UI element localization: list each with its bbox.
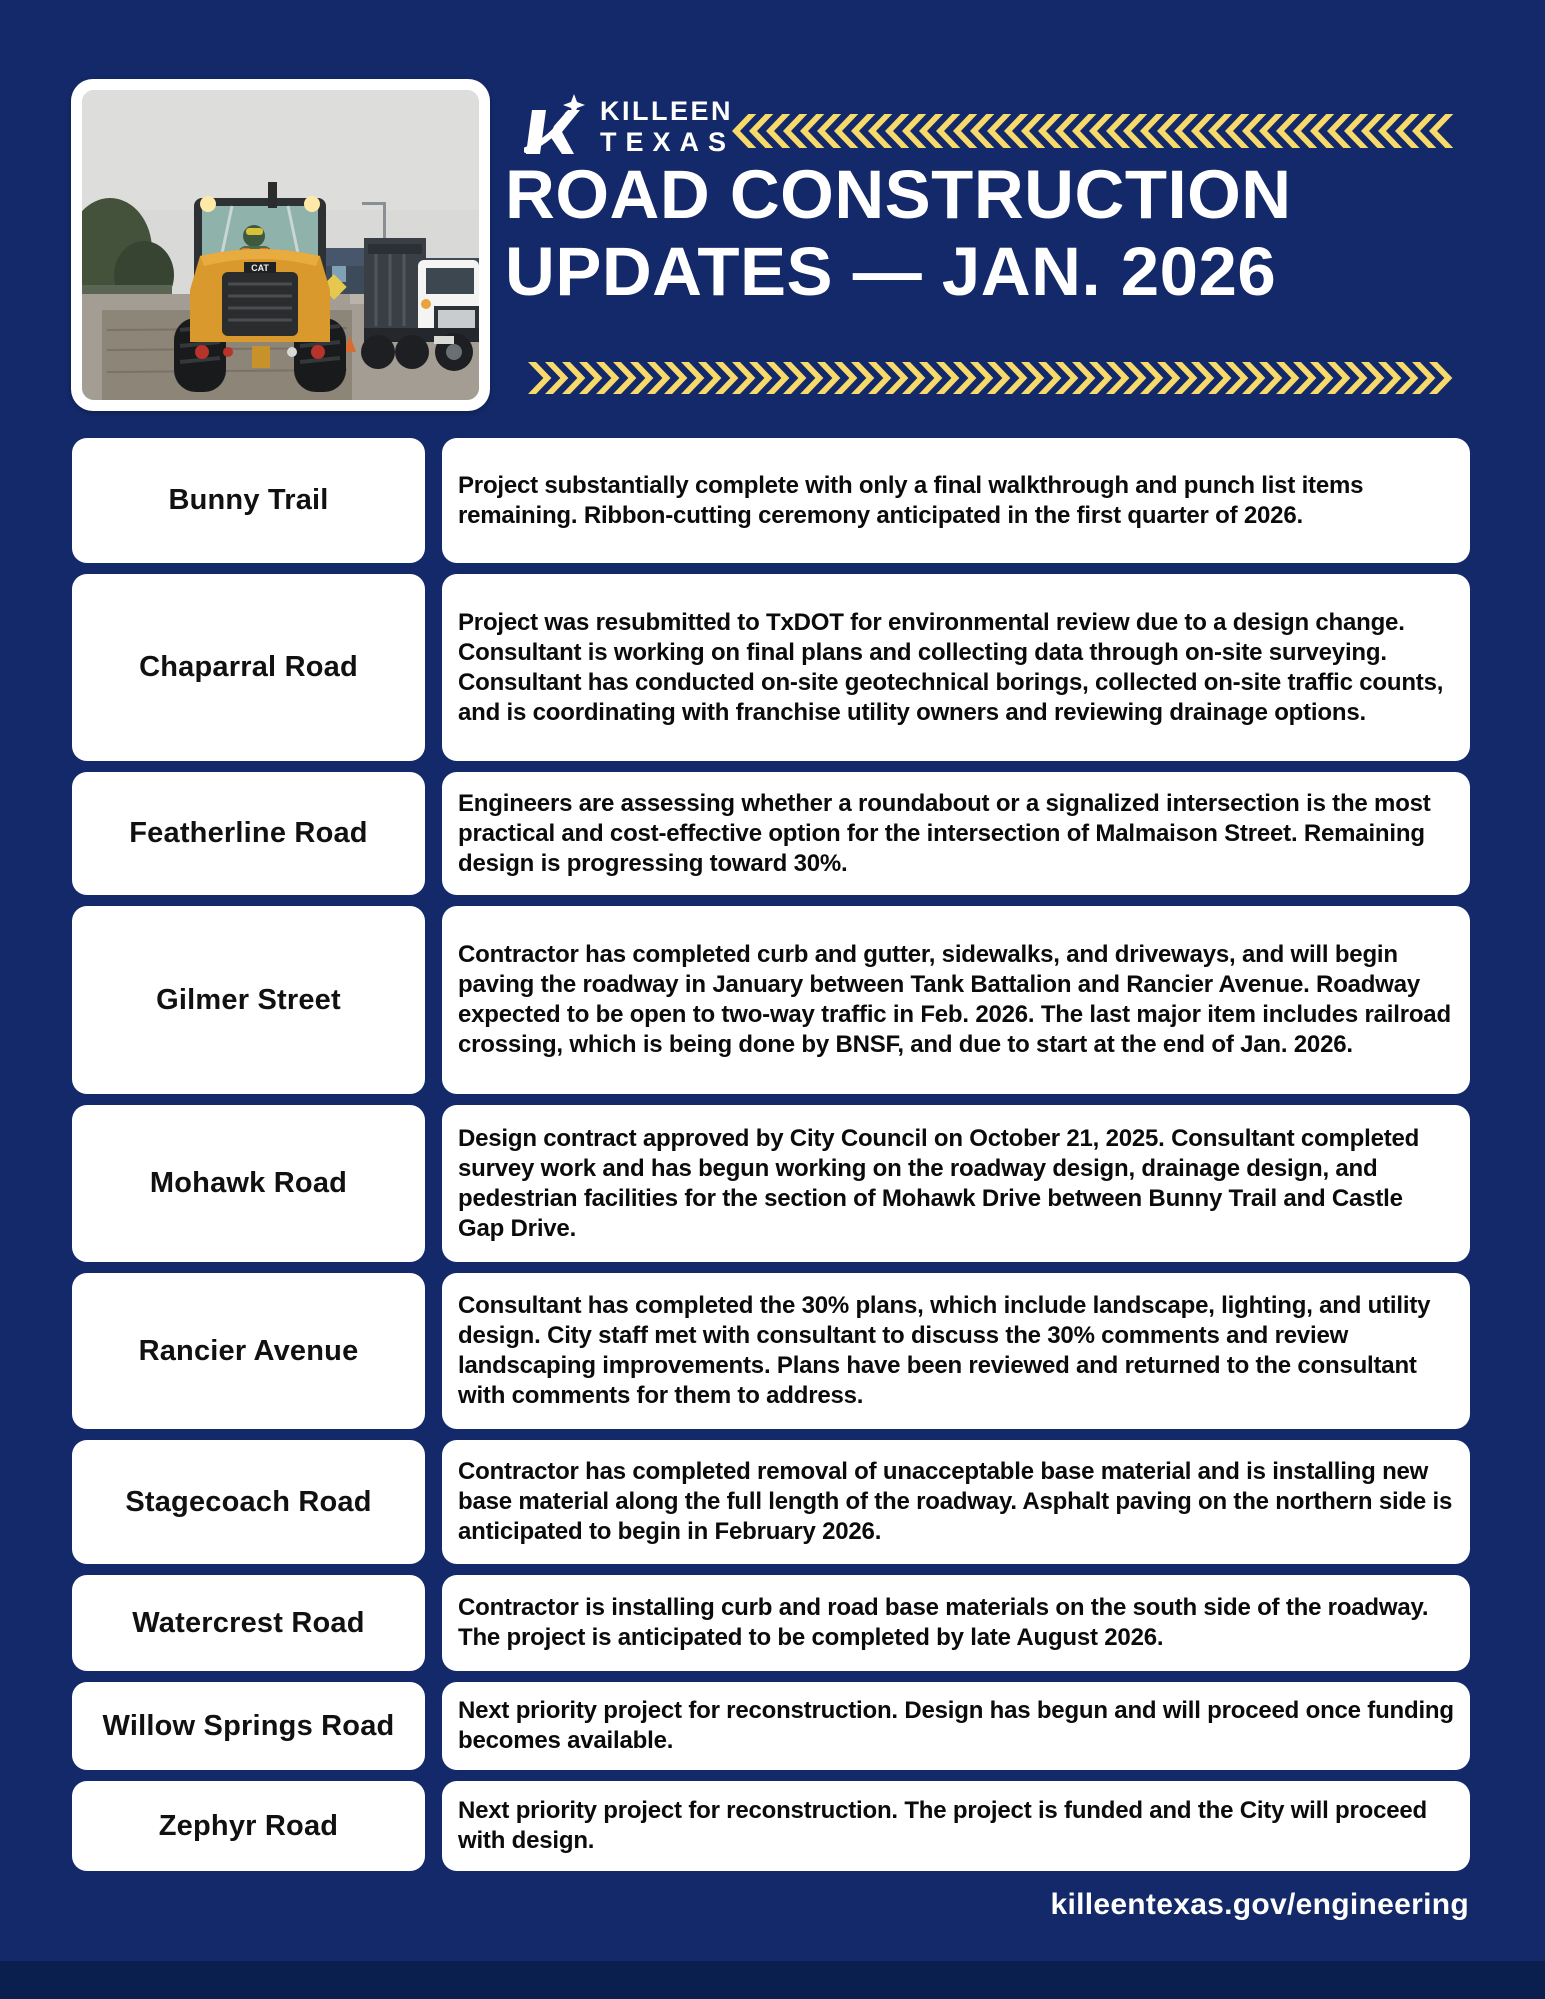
project-description-box	[442, 1440, 1470, 1564]
project-description: Contractor is installing curb and road base materials on the south side of the roadway. The project is anticipated to be completed by late August 2026.	[458, 1594, 1429, 1651]
project-description-box	[442, 1781, 1470, 1871]
project-name: Gilmer Street	[72, 906, 425, 1094]
project-description-box	[442, 1273, 1470, 1429]
killeen-star-k-icon	[524, 92, 590, 162]
project-row	[72, 1440, 1470, 1564]
project-row	[72, 574, 1470, 761]
logo-text-texas: TEXAS	[600, 127, 736, 157]
project-name: Featherline Road	[72, 772, 425, 895]
project-description-box	[442, 906, 1470, 1094]
project-name: Stagecoach Road	[72, 1440, 425, 1564]
construction-photo	[71, 79, 490, 411]
footer-url: killeentexas.gov/engineering	[1050, 1888, 1469, 1921]
project-description: Consultant has completed the 30% plans, which include landscape, lighting, and utility design. City staff met with consultant to discuss the 30% comments and review landscaping improvements. Plans have been reviewed and returned to the consultant with comments for them to address.	[458, 1292, 1431, 1409]
page-title	[505, 156, 1485, 310]
project-description-box	[442, 772, 1470, 895]
page-title-line2: UPDATES — JAN. 2026	[505, 233, 1277, 310]
project-description-box	[442, 574, 1470, 761]
project-row	[72, 1575, 1470, 1671]
project-name: Mohawk Road	[72, 1105, 425, 1262]
project-row	[72, 1682, 1470, 1770]
project-description-box	[442, 438, 1470, 563]
project-description-box	[442, 1105, 1470, 1262]
project-description: Engineers are assessing whether a roundabout or a signalized intersection is the most practical and cost-effective option for the intersection of Malmaison Street. Remaining design is progressing toward 30%.	[458, 789, 1431, 877]
project-name: Rancier Avenue	[72, 1273, 425, 1429]
page-title-line1: ROAD CONSTRUCTION	[505, 156, 1292, 233]
project-row	[72, 438, 1470, 563]
chevron-band-right-icon	[528, 362, 1464, 394]
chevron-band-left-icon	[732, 114, 1469, 148]
project-row	[72, 1781, 1470, 1871]
killeen-logo	[524, 92, 735, 162]
project-description-box	[442, 1575, 1470, 1671]
project-row	[72, 906, 1470, 1094]
project-description: Design contract approved by City Council on October 21, 2025. Consultant completed survey work and has begun working on the roadway design, drainage design, and pedestrian facilities for the section of Mohawk Drive between Bunny Trail and Castle Gap Drive.	[458, 1124, 1420, 1242]
project-description: Next priority project for reconstruction. Design has begun and will proceed once funding becomes available.	[458, 1697, 1454, 1754]
project-description: Project substantially complete with only a final walkthrough and punch list items remaining. Ribbon-cutting ceremony anticipated in the first quarter of 2026.	[458, 471, 1364, 529]
project-description: Project was resubmitted to TxDOT for environmental review due to a design change. Consultant is working on final plans and collecting data through on-site surveying. Consultant has conducted on-site geotechnical borings, collected on-site traffic counts, and is coordinating with franchise utility owners and reviewing drainage options.	[458, 608, 1444, 726]
project-row	[72, 1273, 1470, 1429]
bottom-strip	[0, 1961, 1545, 1999]
project-row	[72, 1105, 1470, 1262]
project-description: Contractor has completed removal of unacceptable base material and is installing new base material along the full length of the roadway. Asphalt paving on the northern side is anticipated to begin in February 2026.	[458, 1458, 1453, 1545]
logo-text-killeen: KILLEEN	[600, 96, 734, 126]
project-row	[72, 772, 1470, 895]
project-name: Zephyr Road	[72, 1781, 425, 1871]
project-description: Next priority project for reconstruction. The project is funded and the City will proceed with design.	[458, 1797, 1428, 1854]
project-description-box	[442, 1682, 1470, 1770]
project-name: Chaparral Road	[72, 574, 425, 761]
svg-text:CAT: CAT	[251, 263, 269, 273]
construction-photo-illustration	[82, 90, 479, 400]
project-list	[72, 438, 1470, 1871]
project-description: Contractor has completed curb and gutter, sidewalks, and driveways, and will begin paving the roadway in January between Tank Battalion and Rancier Avenue. Roadway expected to be open to two-way traffic in Feb. 2026. The last major item includes railroad crossing, which is being done by BNSF, and due to start at the end of Jan. 2026.	[458, 941, 1451, 1058]
project-name: Willow Springs Road	[72, 1682, 425, 1770]
project-name: Bunny Trail	[72, 438, 425, 563]
project-name: Watercrest Road	[72, 1575, 425, 1671]
